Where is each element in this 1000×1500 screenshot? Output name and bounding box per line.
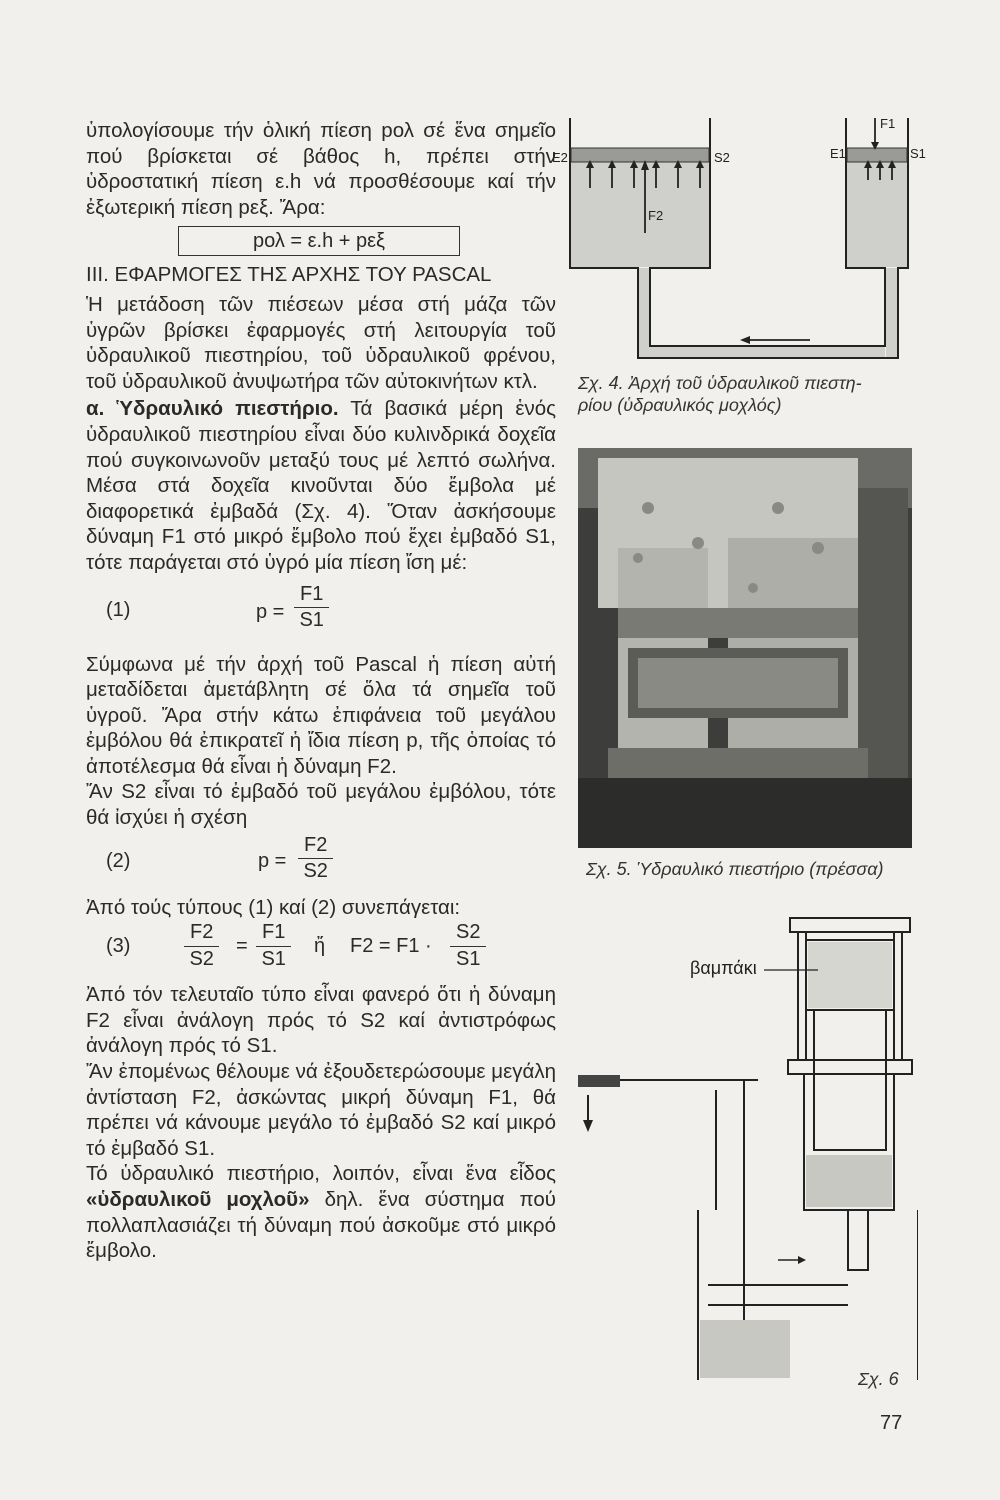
figure-6-press-schematic	[578, 910, 918, 1380]
equation-number: (2)	[106, 849, 131, 872]
paragraph-pascal: Σύμφωνα μέ τήν ἀρχή τοῦ Pascal ἡ πίεση αὐτή μεταδίδεται ἀμετάβλητη σέ ὅλα τά σημεῖα τοῦ ὑγροῦ. Ἄρα στήν κάτω ἐπιφάνεια τοῦ μεγάλου ἐμβόλου θά ἐπικρατεῖ ἡ ἴδια πίεση p, τῆς ὁποίας τό ἀποτέλεσμα θά εἶναι ἡ δύναμη F2.	[86, 652, 556, 778]
fraction	[294, 582, 329, 634]
boxed-formula: pολ = ε.h + pεξ	[178, 226, 460, 256]
label-s1: S1	[910, 146, 926, 161]
label-cotton: βαμπάκι	[690, 958, 757, 978]
equation-2	[86, 831, 556, 895]
or-word: ἤ	[314, 935, 326, 958]
numerator: F1	[256, 920, 291, 947]
label-s2: S2	[714, 150, 730, 165]
paragraph-lever	[86, 1161, 556, 1263]
paragraph-applications: Ἡ μετάδοση τῶν πιέσεων μέσα στή μάζα τῶν ὑγρῶν βρίσκει ἐφαρμογές στή λειτουργία τοῦ ὑδραυλικοῦ πιεστηρίου, τοῦ ὑδραυλικοῦ φρένου, τοῦ ὑδραυλικοῦ ἀνυψωτήρα τῶν αὐτοκινήτων κτλ.	[86, 292, 556, 393]
paragraph-press	[86, 396, 556, 575]
figure-5-caption: Σχ. 5. Ὑδραυλικό πιεστήριο (πρέσσα)	[586, 859, 884, 879]
lever-text-end: δηλ. ἕνα σύστημα πού πολλαπλασιάζει τή δύναμη πού ἀσκοῦμε στό μικρό ἔμβολο.	[86, 1188, 556, 1263]
label-f2: F2	[648, 208, 664, 223]
caption-line: ρίου (ὑδραυλικός μοχλός)	[578, 395, 782, 415]
equation-lhs: p =	[258, 849, 287, 872]
denominator: S1	[261, 947, 286, 970]
figure-4-hydraulic-lever	[550, 108, 930, 368]
figure-5-press-photo	[578, 448, 912, 848]
paragraph-combine: Ἀπό τούς τύπους (1) καί (2) συνεπάγεται:	[86, 895, 461, 919]
fraction-b	[256, 920, 291, 972]
paragraph-press-text: Τά βασικά μέρη ἑνός ὑδραυλικοῦ πιεστηρίου εἶναι δύο κυλινδρικά δοχεῖα πού συγκοινωνοῦν μεταξύ τους μέ λεπτό σωλήνα. Μέσα στά δοχεῖα κινοῦνται δύο ἔμβολα μέ διαφορετικά ἐμβαδά (Σχ. 4). Ὅταν ἀσκήσουμε δύναμη F1 στό μικρό ἔμβολο πού ἔχει ἐμβαδό S1, τότε παράγεται στό ὑγρό μία πίεση ἴση μέ:	[86, 397, 557, 574]
figure-6-caption: Σχ. 6	[858, 1369, 899, 1389]
denominator: S2	[189, 947, 214, 970]
equation-number: (1)	[106, 598, 131, 621]
page-number: 77	[880, 1412, 903, 1434]
figure-4-caption	[578, 372, 862, 416]
denominator: S1	[299, 609, 324, 632]
numerator: S2	[450, 920, 486, 947]
paragraph-proportional: Ἀπό τόν τελευταῖο τύπο εἶναι φανερό ὅτι ἡ δύναμη F2 εἶναι ἀνάλογη πρός τό S2 καί ἀντιστρόφως ἀνάλογη πρός τό S1.	[86, 983, 556, 1058]
fraction-a	[184, 920, 219, 972]
lever-text-start: Τό ὑδραυλικό πιεστήριο, λοιπόν, εἶναι ἕνα εἶδος	[86, 1162, 556, 1186]
label-e2: E2	[552, 150, 568, 165]
label-e1: E1	[830, 146, 846, 161]
paragraph-s2: Ἄν S2 εἶναι τό ἐμβαδό τοῦ μεγάλου ἐμβόλου, τότε θά ἰσχύει ἡ σχέση	[86, 780, 556, 830]
denominator: S2	[303, 860, 328, 883]
equation-1	[86, 576, 556, 652]
subheading-hydraulic-press: α. Ὑδραυλικό πιεστήριο.	[86, 397, 339, 421]
equation-lhs: p =	[256, 600, 285, 623]
left-column	[86, 118, 556, 1264]
paragraph-intro: ὑπολογίσουμε τήν ὁλική πίεση pολ σέ ἕνα σημεῖο πού βρίσκεται σέ βάθος h, πρέπει στήν ὑδροστατική πίεση ε.h νά προσθέσουμε καί τήν ἐξωτερική πίεση pεξ. Ἄρα:	[86, 119, 556, 219]
caption-line: Σχ. 4. Ἀρχή τοῦ ὑδραυλικοῦ πιεστη-	[578, 373, 862, 393]
numerator: F2	[184, 920, 219, 947]
equation-rhs: F2 = F1 ·	[350, 935, 432, 958]
label-f1: F1	[880, 116, 896, 131]
fraction-c	[450, 920, 486, 972]
lever-term: «ὑδραυλικοῦ μοχλοῦ»	[86, 1188, 310, 1211]
denominator: S1	[456, 947, 481, 970]
section-heading: III. ΕΦΑΡΜΟΓΕΣ ΤΗΣ ΑΡΧΗΣ ΤΟΥ PASCAL	[86, 263, 492, 287]
numerator: F2	[298, 833, 333, 860]
paragraph-resistance: Ἄν ἐπομένως θέλουμε νά ἐξουδετερώσουμε μεγάλη ἀντίσταση F2, ἀσκώντας μικρή δύναμη F1, θά πρέπει νά κάνουμε μεγάλο τό ἐμβαδό S2 καί μικρό τό ἐμβαδό S1.	[86, 1060, 556, 1160]
numerator: F1	[294, 582, 329, 609]
equals-sign: =	[236, 935, 248, 958]
equation-3	[86, 920, 556, 982]
equation-number: (3)	[106, 935, 131, 958]
fraction	[298, 833, 333, 885]
